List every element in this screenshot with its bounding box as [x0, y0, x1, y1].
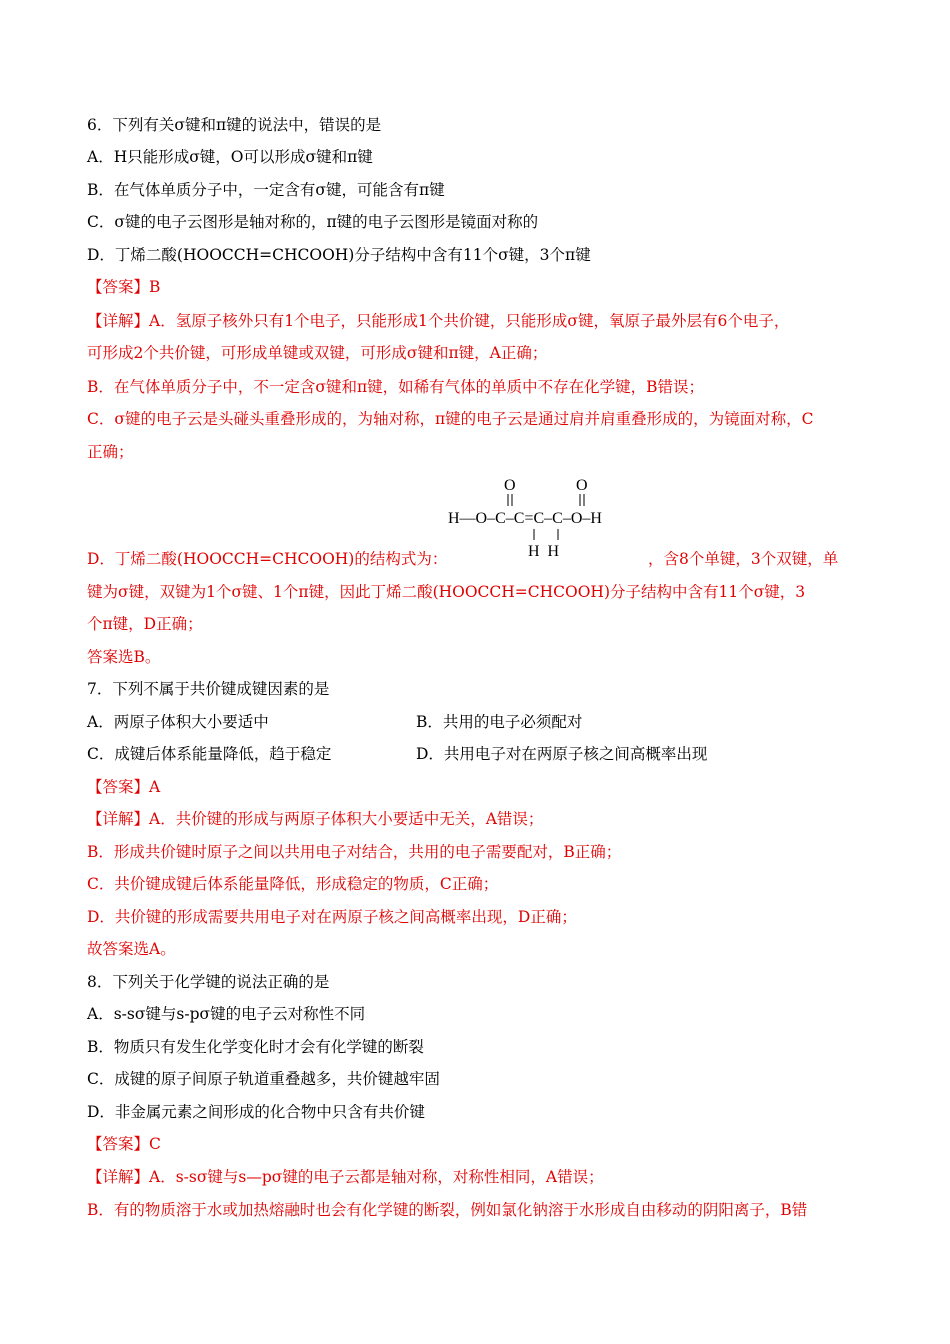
- q7-detail-3: C．共价键成键后体系能量降低，形成稳定的物质，C正确；: [87, 875, 499, 893]
- q6-option-c: C．σ键的电子云图形是轴对称的，π键的电子云图形是镜面对称的: [87, 213, 539, 231]
- q6-detail-1: 【详解】A．氢原子核外只有1个电子，只能形成1个共价键，只能形成σ键，氧原子最外层有6个电子，: [87, 312, 790, 330]
- q6-detail-8: 个π键，D正确；: [87, 615, 203, 633]
- q8-stem: 8．下列关于化学键的说法正确的是: [87, 973, 330, 991]
- q8-option-c: C．成键的原子间原子轨道重叠越多，共价键越牢固: [87, 1070, 440, 1088]
- q6-detail-4: C．σ键的电子云是头碰头重叠形成的，为轴对称，π键的电子云是通过肩并肩重叠形成的，为镜面对称，C: [87, 410, 814, 428]
- q7-answer: 【答案】A: [87, 778, 161, 796]
- formula-main-chain: H—O–C–C=C–C–O–H: [448, 510, 602, 527]
- structural-formula: [440, 474, 650, 564]
- q8-answer: 【答案】C: [87, 1135, 161, 1153]
- q6-detail-7: 键为σ键，双键为1个σ键、1个π键，因此丁烯二酸(HOOCCH=CHCOOH)分子结构中含有11个σ键，3: [87, 583, 806, 601]
- q6-detail-6a: D．丁烯二酸(HOOCCH=CHCOOH)的结构式为：: [87, 550, 448, 568]
- q6-detail-5: 正确；: [87, 443, 134, 461]
- q6-option-b: B．在气体单质分子中，一定含有σ键，可能含有π键: [87, 181, 445, 199]
- q8-detail-2: B．有的物质溶于水或加热熔融时也会有化学键的断裂，例如氯化钠溶于水形成自由移动的阴阳离子，B错: [87, 1201, 808, 1219]
- formula-oxygen-left: O: [504, 477, 516, 494]
- q6-answer: 【答案】B: [87, 278, 161, 296]
- formula-hydrogens: H H: [528, 543, 560, 560]
- q7-option-a: A．两原子体积大小要适中: [87, 713, 269, 731]
- q6-detail-3: B．在气体单质分子中，不一定含σ键和π键，如稀有气体的单质中不存在化学键，B错误；: [87, 378, 705, 396]
- q6-option-a: A．H只能形成σ键，O可以形成σ键和π键: [87, 148, 373, 166]
- q6-conclusion: 答案选B。: [87, 648, 161, 666]
- q7-option-b: B．共用的电子必须配对: [416, 713, 583, 731]
- q7-option-d: D．共用电子对在两原子核之间高概率出现: [416, 745, 708, 763]
- q8-option-b: B．物质只有发生化学变化时才会有化学键的断裂: [87, 1038, 424, 1056]
- q7-detail-2: B．形成共价键时原子之间以共用电子对结合，共用的电子需要配对，B正确；: [87, 843, 622, 861]
- q7-conclusion: 故答案选A。: [87, 940, 176, 958]
- q8-detail-1: 【详解】A．s-sσ键与s—pσ键的电子云都是轴对称，对称性相同，A错误；: [87, 1168, 604, 1186]
- q6-option-d: D．丁烯二酸(HOOCCH=CHCOOH)分子结构中含有11个σ键，3个π键: [87, 246, 591, 264]
- q8-option-a: A．s-sσ键与s-pσ键的电子云对称性不同: [87, 1005, 366, 1023]
- q6-detail-2: 可形成2个共价键，可形成单键或双键，可形成σ键和π键，A正确；: [87, 344, 548, 362]
- q6-stem: 6．下列有关σ键和π键的说法中，错误的是: [87, 116, 382, 134]
- q6-detail-6b: ，含8个单键，3个双键，单: [648, 550, 839, 568]
- q7-detail-1: 【详解】A．共价键的形成与两原子体积大小要适中无关，A错误；: [87, 810, 544, 828]
- formula-oxygen-right: O: [576, 477, 588, 494]
- q8-option-d: D．非金属元素之间形成的化合物中只含有共价键: [87, 1103, 425, 1121]
- q7-stem: 7．下列不属于共价键成键因素的是: [87, 680, 330, 698]
- q7-option-c: C．成键后体系能量降低，趋于稳定: [87, 745, 332, 763]
- q7-detail-4: D．共价键的形成需要共用电子对在两原子核之间高概率出现，D正确；: [87, 908, 577, 926]
